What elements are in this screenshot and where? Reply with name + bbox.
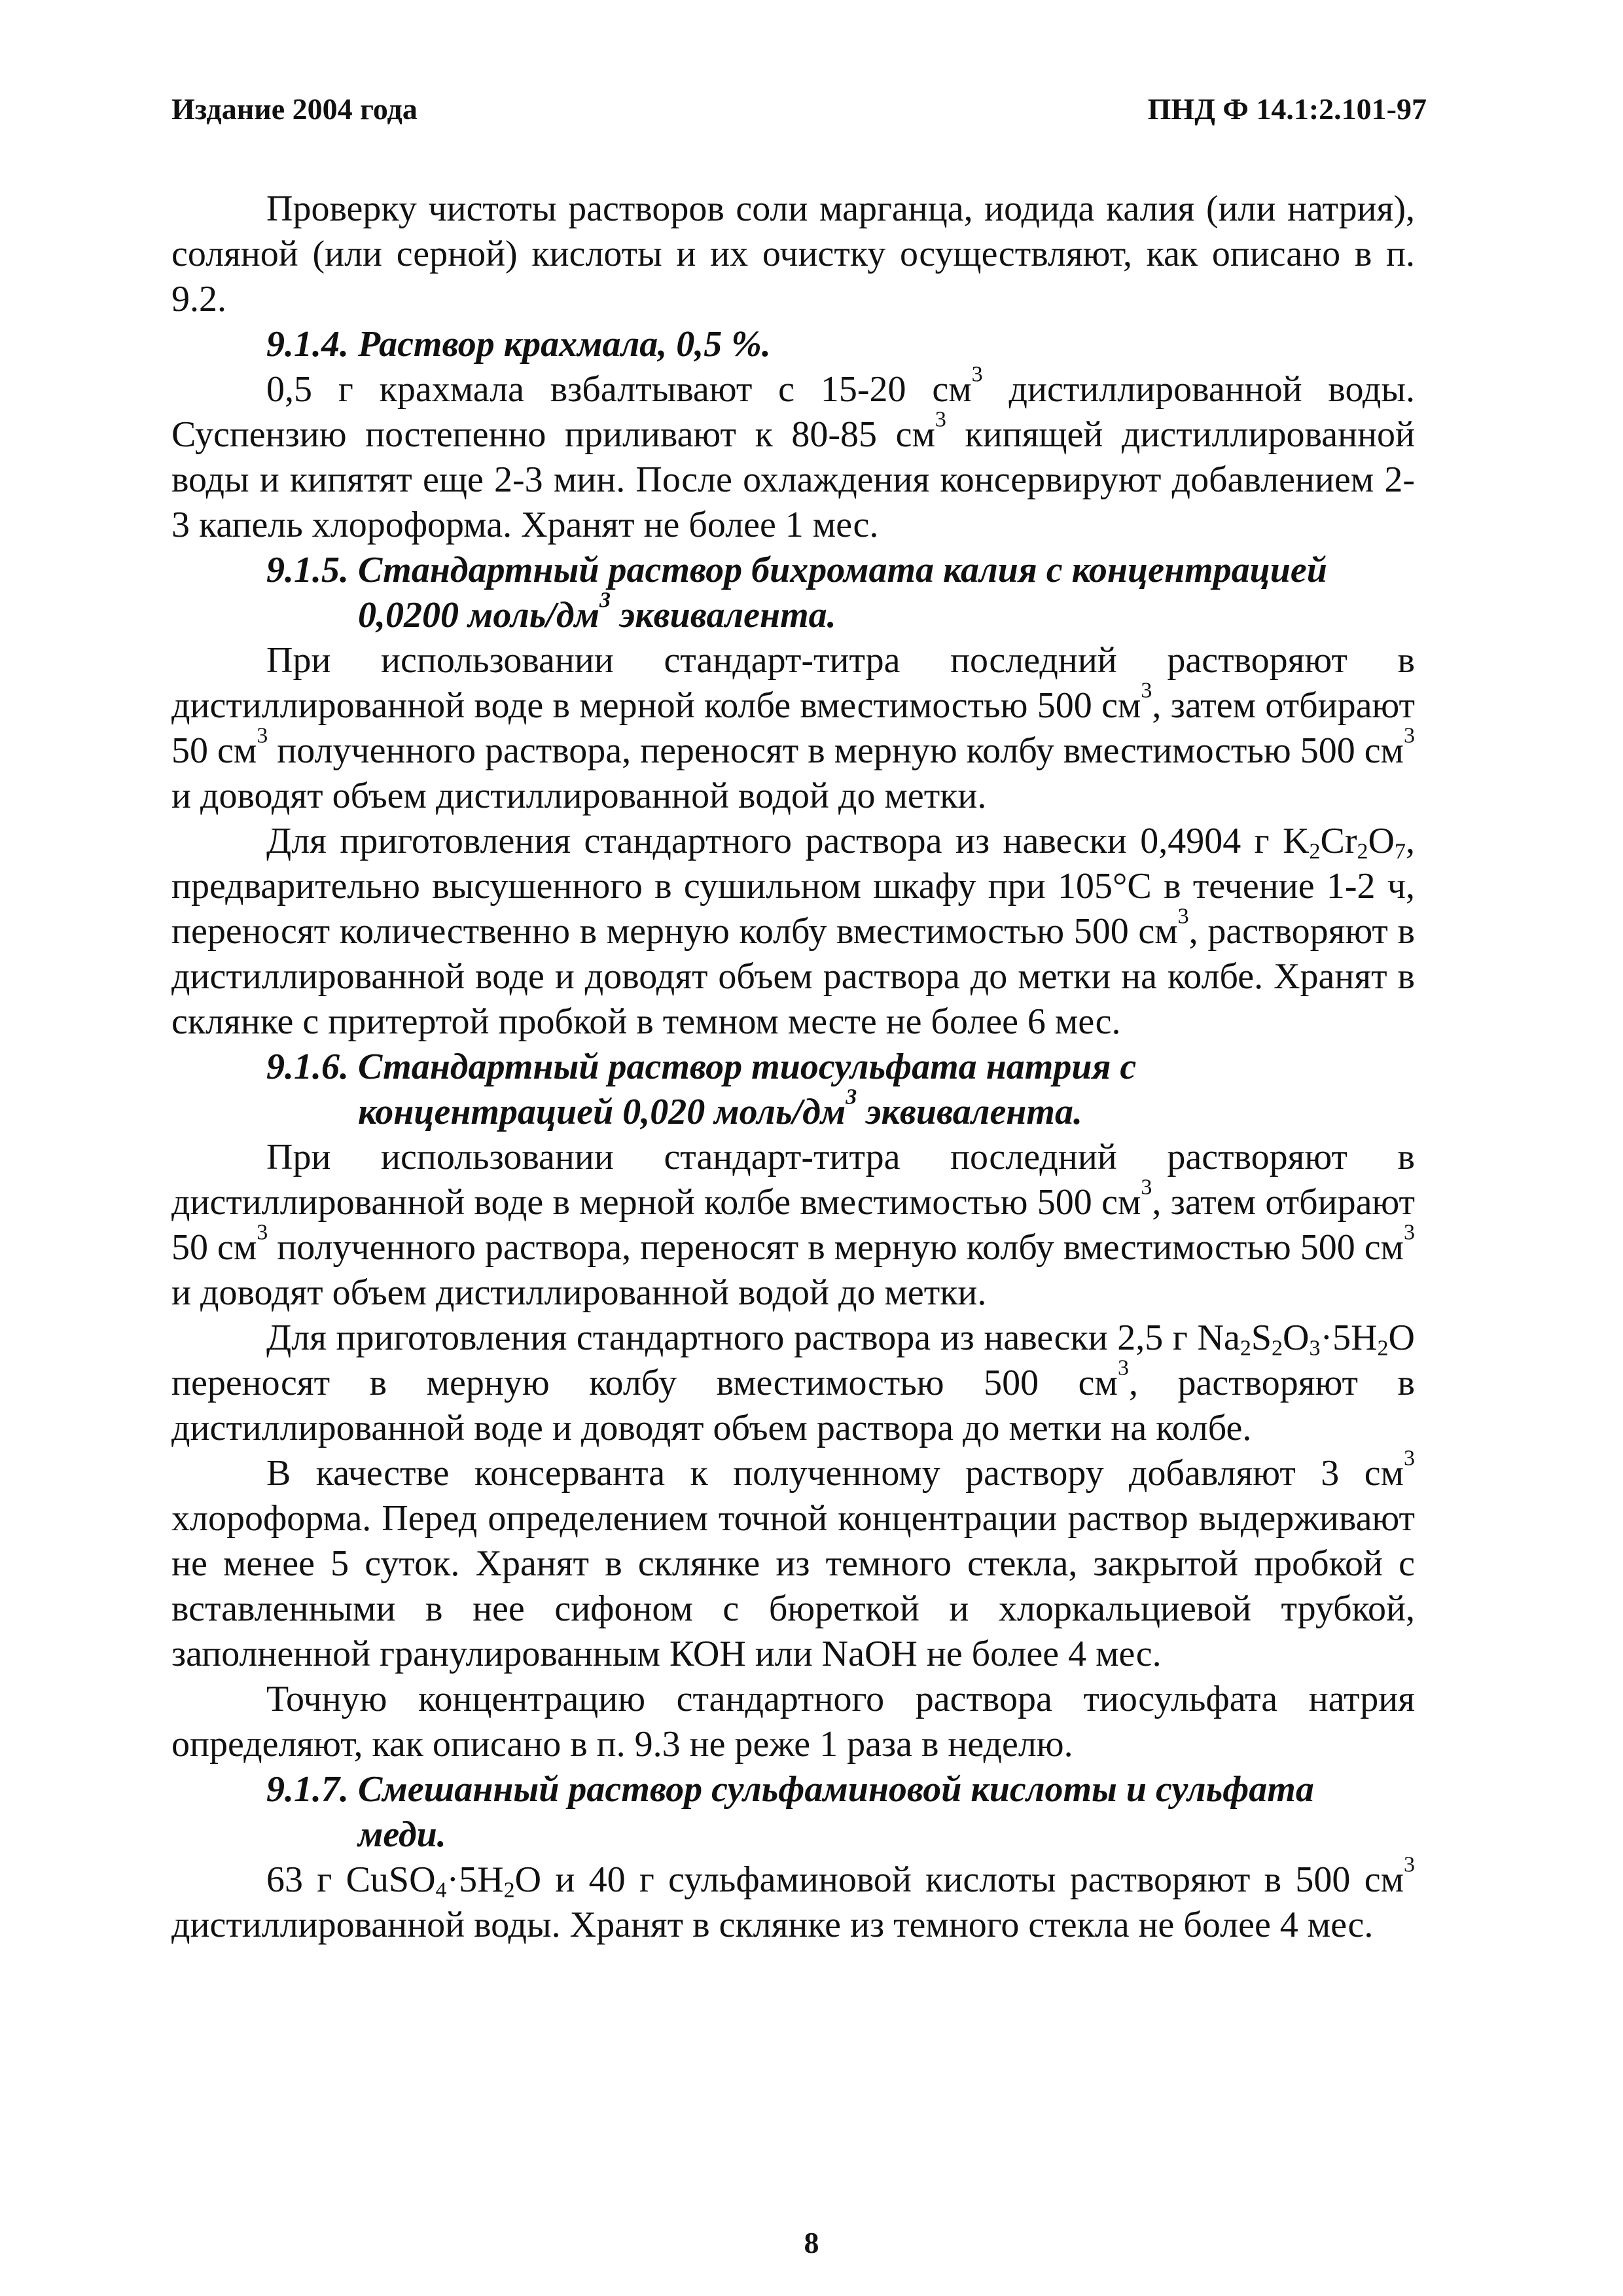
section-9-1-7-title: 9.1.7. Смешанный раствор сульфаминовой кислоты и сульфата меди.: [266, 1769, 1314, 1855]
section-9-1-4-title: 9.1.4. Раствор крахмала, 0,5 %.: [266, 324, 771, 365]
section-9-1-4-paragraph: 0,5 г крахмала взбалтывают с 15-20 $см^3$ дистиллированной воды. Суспензию постепенно приливают к 80-85 $см^3$ кипящей дистиллированной воды и кипятят еще 2-3 мин. После охлаждения консервируют добавлением 2-3 капель хлороформа. Хранят не более 1 мес.: [171, 362, 1416, 545]
section-9-1-5-paragraph-1: При использовании стандарт-титра последний растворяют в дистиллированной воде в мерной колбе вместимостью 500 $см^3$, затем отбирают 50 $см^3$ полученного раствора, переносят в мерную колбу вместимостью 500 $см^3$ и доводят объем дистиллированной водой до метки.: [171, 640, 1415, 816]
page-content: [171, 187, 1415, 1948]
section-9-1-6-paragraph-3: В качестве консерванта к полученному раствору добавляют 3 $см^3$ хлороформа. Перед определением точной концентрации раствор выдерживают не менее 5 суток. Хранят в склянке из темного стекла, закрытой пробкой с вставленными в нее сифоном с бюреткой и хлоркальциевой трубкой, заполненной гранулированным КОН или NaOH не более 4 мес.: [171, 1446, 1415, 1674]
section-9-1-5-paragraph-2: Для приготовления стандартного раствора из навески 0,4904 г $K_2Cr_2O_7$, предварительно высушенного в сушильном шкафу при 105°С в течение 1-2 ч, переносят количественно в мерную колбу вместимостью 500 $см^3$, растворяют в дистиллированной воде и доводят объем раствора до метки на колбе. Хранят в склянке с притертой пробкой в темном месте не более 6 мес.: [171, 821, 1415, 1042]
section-9-1-7-paragraph: 63 г $CuSO_4\cdot 5H_2O$ и 40 г сульфаминовой кислоты растворяют в 500 $см^3$ дистиллированной воды. Хранят в склянке из темного стекла не более 4 мес.: [171, 1852, 1416, 1945]
document-code: ПНД Ф 14.1:2.101-97: [1147, 92, 1427, 126]
page-header: [171, 92, 1427, 144]
section-9-1-6-title: 9.1.6. Стандартный раствор тиосульфата натрия с концентрацией 0,020 моль/$дм^3$ эквивалента.: [266, 1047, 1137, 1132]
section-9-1-5-title: 9.1.5. Стандартный раствор бихромата калия с концентрацией 0,0200 моль/$дм^3$ эквивалента.: [266, 550, 1327, 636]
section-9-1-6-paragraph-1: При использовании стандарт-титра последний растворяют в дистиллированной воде в мерной колбе вместимостью 500 $см^3$, затем отбирают 50 $см^3$ полученного раствора, переносят в мерную колбу вместимостью 500 $см^3$ и доводят объем дистиллированной водой до метки.: [171, 1137, 1415, 1313]
intro-paragraph: Проверку чистоты растворов соли марганца, иодида калия (или натрия), соляной (или серной) кислоты и их очистку осуществляют, как описано в п. 9.2.: [171, 188, 1415, 319]
edition-label: Издание 2004 года: [171, 92, 418, 126]
page-number: 8: [804, 2226, 819, 2259]
section-9-1-6-paragraph-4: Точную концентрацию стандартного раствора тиосульфата натрия определяют, как описано в п. 9.3 не реже 1 раза в неделю.: [171, 1679, 1415, 1765]
section-9-1-6-paragraph-2: Для приготовления стандартного раствора из навески 2,5 г $Na_2S_2O_3\cdot 5H_2O$ переносят в мерную колбу вместимостью 500 $см^3$, растворяют в дистиллированной воде и доводят объем раствора до метки на колбе.: [171, 1318, 1415, 1448]
